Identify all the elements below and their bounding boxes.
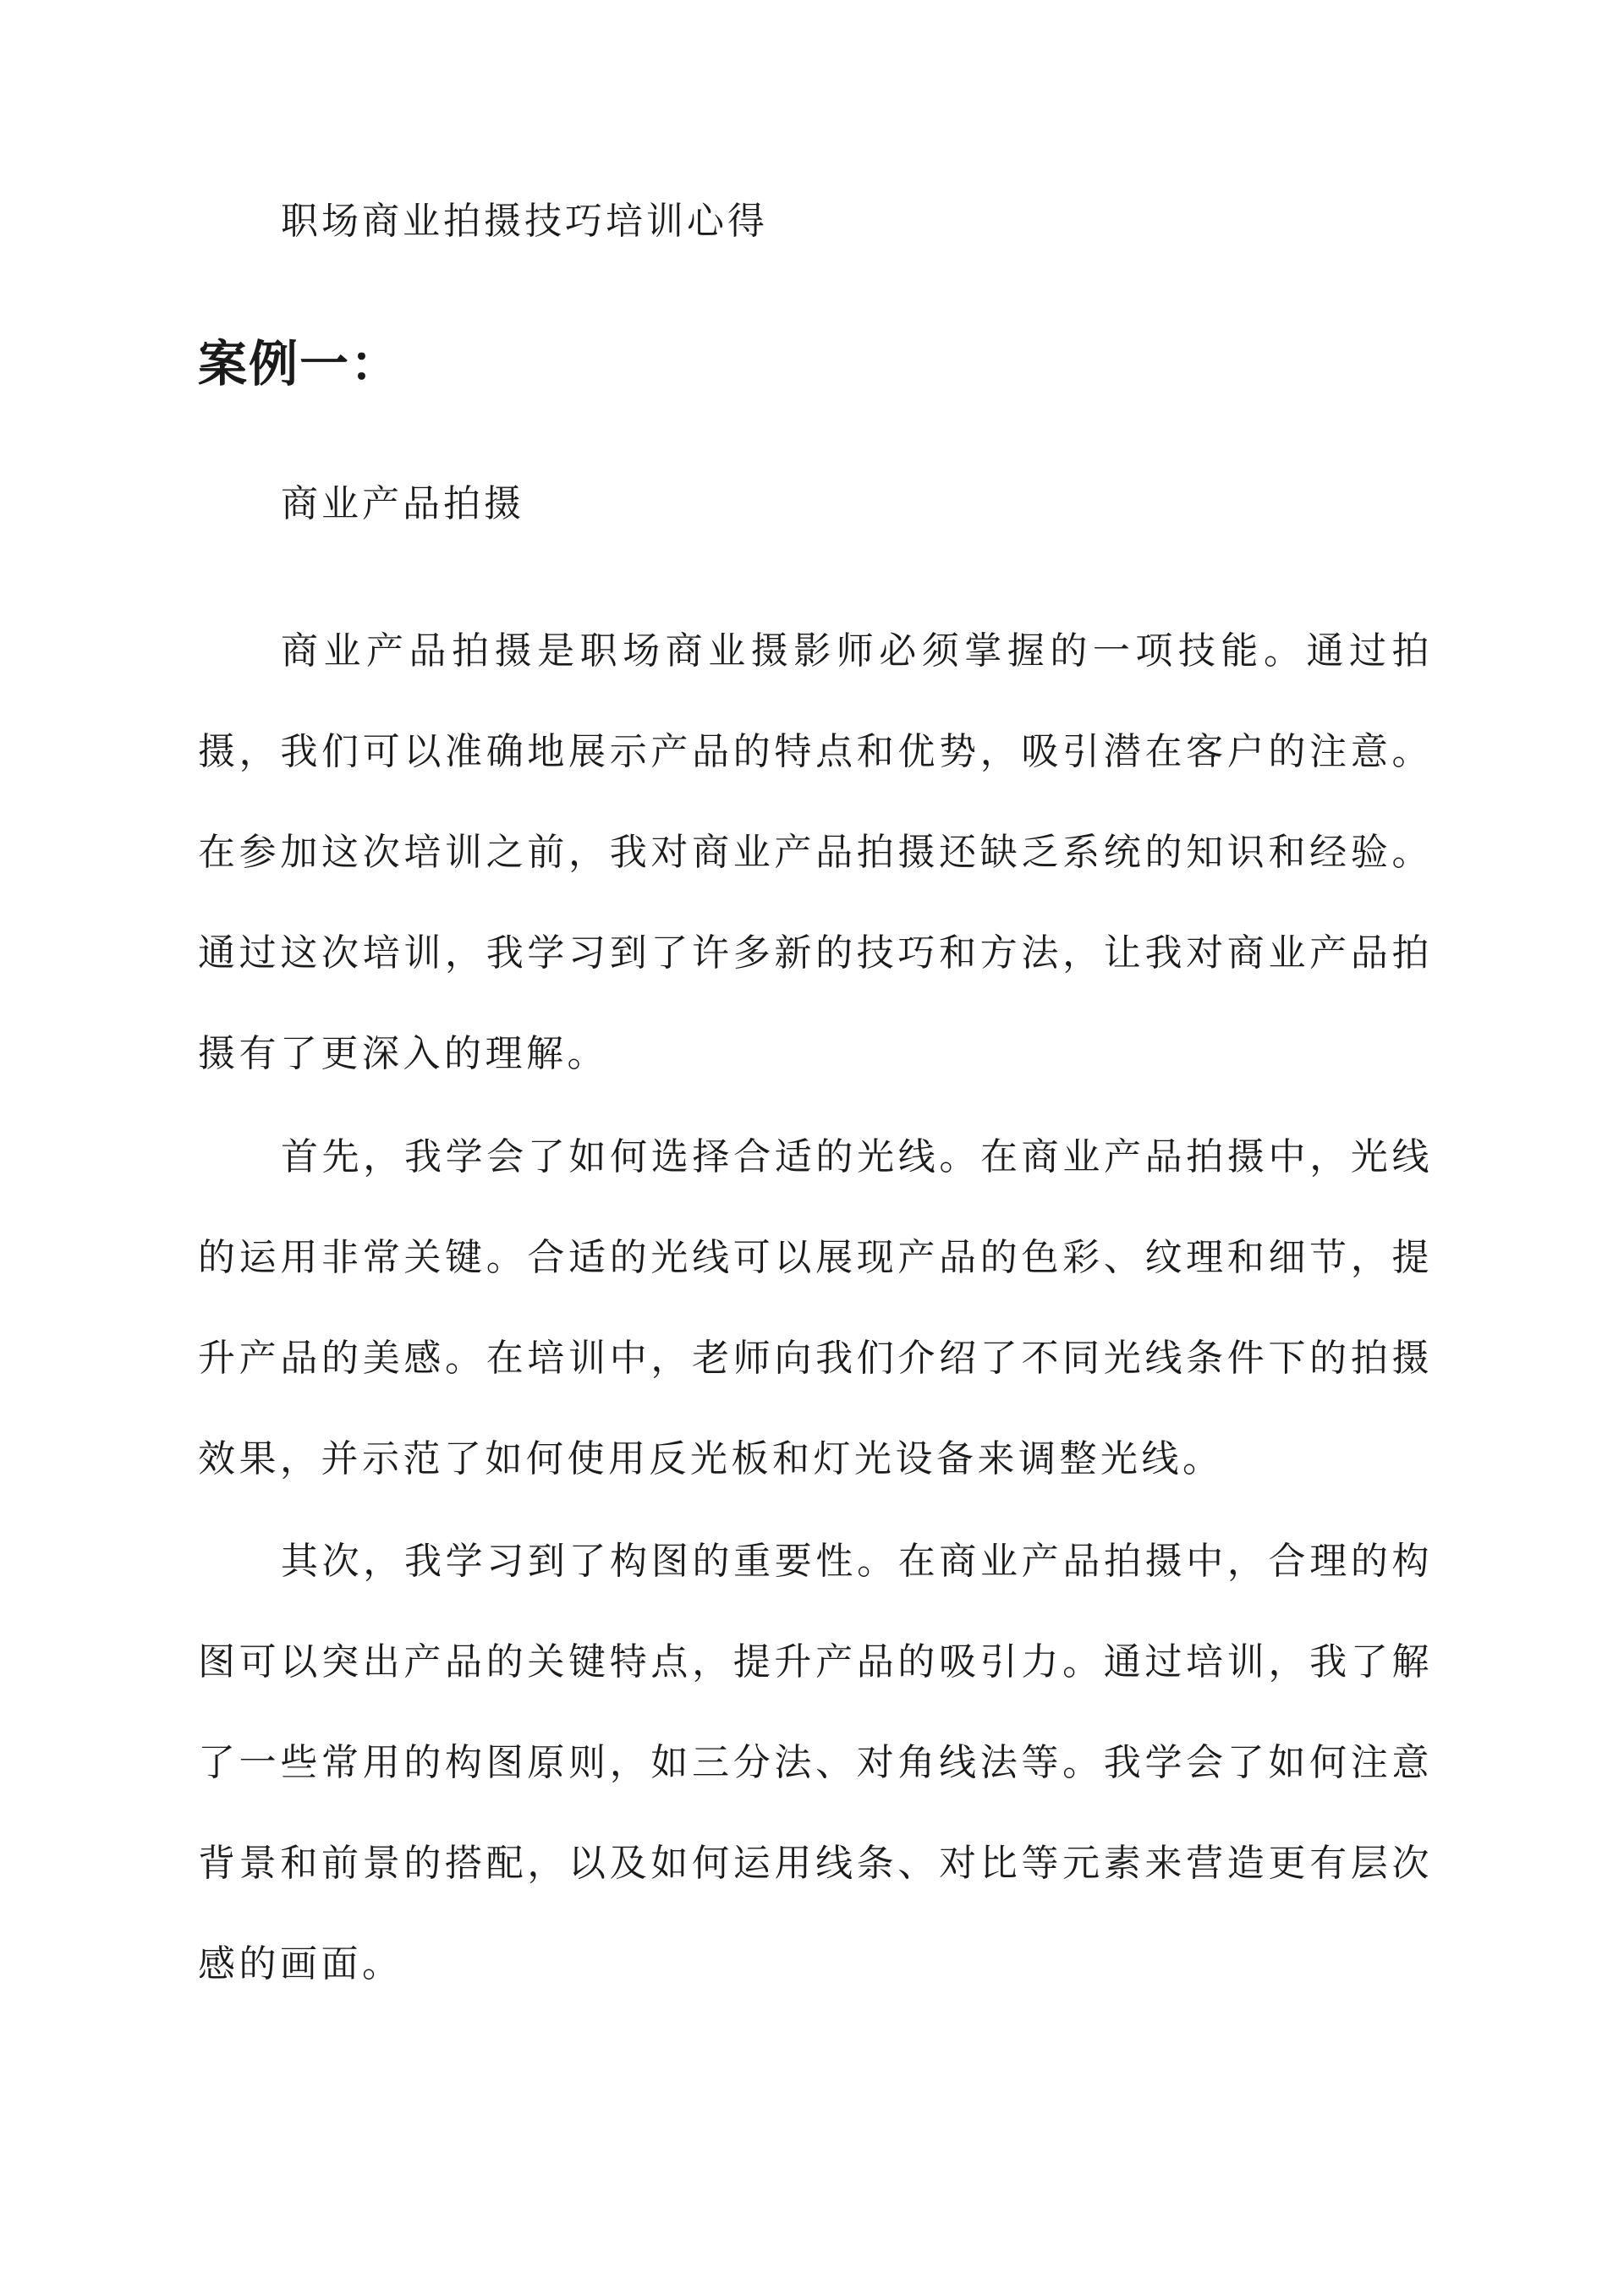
- document-title: 职场商业拍摄技巧培训心得: [281, 200, 768, 243]
- paragraph-lighting: 首先，我学会了如何选择合适的光线。在商业产品拍摄中，光线的运用非常关键。合适的光线可以展现产品的色彩、纹理和细节，提升产品的美感。在培训中，老师向我们介绍了不同光线条件下的拍摄效果，并示范了如何使用反光板和灯光设备来调整光线。: [198, 1135, 1433, 1480]
- case-heading: 案例一：: [198, 335, 402, 393]
- paragraph-composition: 其次，我学习到了构图的重要性。在商业产品拍摄中，合理的构图可以突出产品的关键特点，提升产品的吸引力。通过培训，我了解了一些常用的构图原则，如三分法、对角线法等。我学会了如何注意背景和前景的搭配，以及如何运用线条、对比等元素来营造更有层次感的画面。: [198, 1540, 1433, 1986]
- paragraph-intro: 商业产品拍摄是职场商业摄影师必须掌握的一项技能。通过拍摄，我们可以准确地展示产品的特点和优势，吸引潜在客户的注意。在参加这次培训之前，我对商业产品拍摄还缺乏系统的知识和经验。通过这次培训，我学习到了许多新的技巧和方法，让我对商业产品拍摄有了更深入的理解。: [198, 629, 1433, 1075]
- section-title: 商业产品拍摄: [281, 482, 524, 525]
